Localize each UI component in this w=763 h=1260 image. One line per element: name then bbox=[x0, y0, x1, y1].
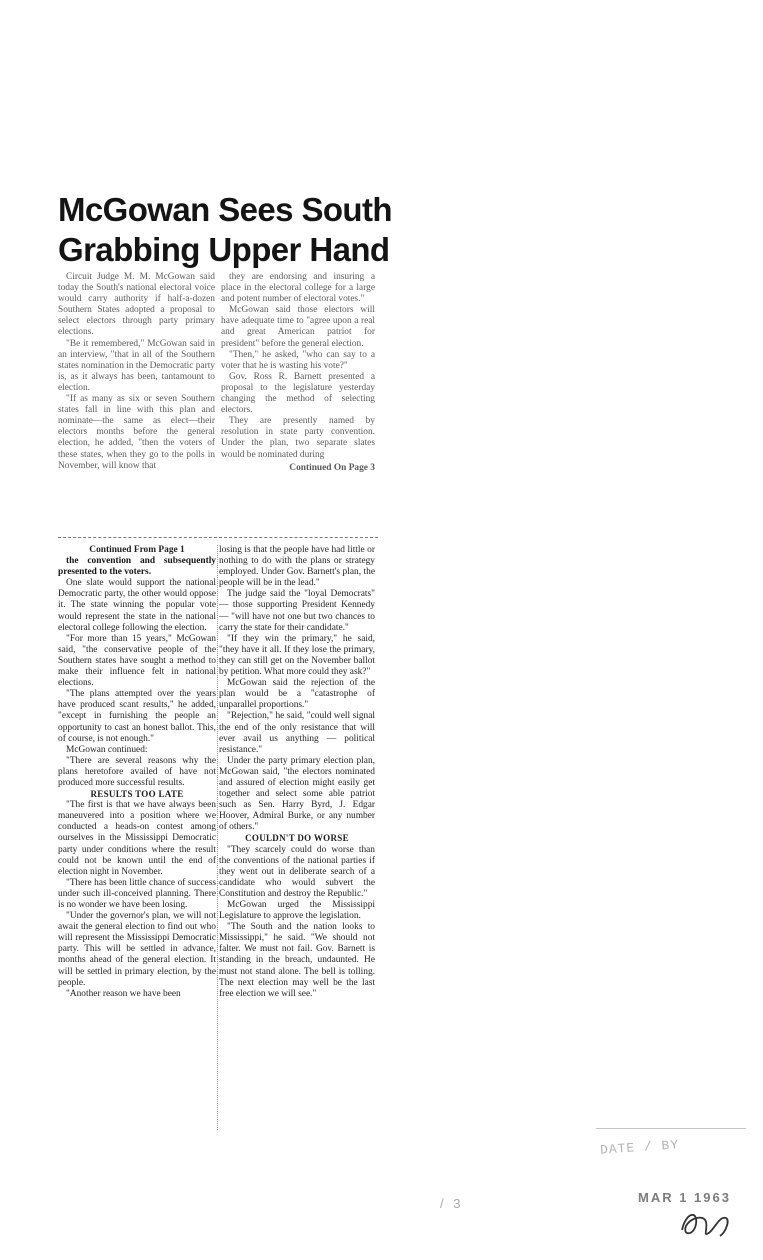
continued-from-line: Continued From Page 1 bbox=[89, 545, 185, 555]
page-mark: / 3 bbox=[440, 1196, 464, 1211]
paragraph: Circuit Judge M. M. McGowan said today the South's national electoral voice would carry authority if half-a-dozen Southern States adopted a proposal to select electors through party primary elections. bbox=[58, 272, 215, 338]
continued-on-line: Continued On Page 3 bbox=[289, 462, 375, 473]
headline bbox=[58, 190, 392, 270]
handwritten-initials-icon bbox=[676, 1192, 736, 1242]
article-column-3 bbox=[58, 545, 216, 1135]
paragraph: McGowan continued: bbox=[66, 744, 148, 755]
paragraph: "Be it remembered," McGowan said in an interview, "that in all of the Southern states nomination in the Democratic party is, as it always has been, tantamount to election. bbox=[58, 338, 215, 393]
article-column-1 bbox=[58, 272, 215, 530]
paragraph: they are endorsing and insuring a place in the electoral college for a large and potent number of electoral votes." bbox=[221, 272, 375, 305]
paragraph: "Then," he asked, "who can say to a voter that he is wasting his vote?" bbox=[221, 349, 375, 371]
column-divider bbox=[217, 545, 218, 1130]
paragraph: "There are several reasons why the plans heretofore availed of have not produced more successful results. bbox=[58, 755, 216, 788]
archive-stamp-text: DATE / BY bbox=[599, 1137, 680, 1158]
paragraph: "Under the governor's plan, we will not await the general election to find out who will represent the Mississippi Democratic party. This will be settled in advance, months ahead of the general election. It will be settled in primary election, by the people. bbox=[58, 911, 216, 988]
paragraph: "They scarcely could do worse than the conventions of the national parties if they went out in deliberate search of a candidate who would subvert the Constitution and destroy the Republic." bbox=[219, 844, 375, 899]
paragraph: the convention and subsequently presented to the voters. bbox=[58, 556, 216, 578]
paragraph: "If they win the primary," he said, "they have it all. If they lose the primary, they can still get on the November ballot by petition. What more could they ask?" bbox=[219, 633, 375, 678]
paragraph: losing is that the people have had little or nothing to do with the plans or strategy employed. Under Gov. Barnett's plan, the people will be in the lead." bbox=[219, 545, 375, 589]
paragraph: "The plans attempted over the years have produced scant results," he added, "except in furnishing the people an opportunity to cast an honest ballot. This, of course, is not enough." bbox=[58, 689, 216, 744]
paragraph: McGowan urged the Mississippi Legislature to approve the legislation. bbox=[219, 900, 375, 922]
paragraph: McGowan said those electors will have adequate time to "agree upon a real and great American patriot for president" before the general election. bbox=[221, 305, 375, 349]
headline-line-1: McGowan Sees South bbox=[58, 191, 392, 228]
article-column-2 bbox=[221, 272, 375, 530]
subheading: RESULTS TOO LATE bbox=[90, 789, 184, 800]
paragraph: They are presently named by resolution in state party convention. Under the plan, two separate slates would be nominated during bbox=[221, 416, 375, 460]
headline-line-2: Grabbing Upper Hand bbox=[58, 231, 390, 268]
paragraph: "The South and the nation looks to Mississippi," he said. "We should not falter. We must not fail. Gov. Barnett is standing in the breach, undaunted. He must not stand alone. The bell is tolling. The next election may well be the last free election we will see." bbox=[219, 922, 375, 999]
paragraph: "Another reason we have been bbox=[66, 988, 181, 999]
subheading: COULDN'T DO WORSE bbox=[245, 833, 349, 844]
paragraph: "There has been little chance of success under such ill-conceived planning. There is no wonder we have been losing. bbox=[58, 877, 216, 910]
article-column-4 bbox=[219, 545, 375, 1135]
paragraph: The judge said the "loyal Democrats" — those supporting President Kennedy — "will have not one but two chances to carry the state for their candidate." bbox=[219, 589, 375, 633]
jump-divider bbox=[58, 537, 378, 538]
paragraph: "The first is that we have always been maneuvered into a position where we conducted a heads-on contest among ourselves in the Mississippi Democratic party under conditions where the result could not be known until the end of election night in November. bbox=[58, 800, 216, 877]
paragraph: Gov. Ross R. Barnett presented a proposal to the legislature yesterday changing the method of selecting electors. bbox=[221, 371, 375, 416]
paragraph: "Rejection," he said, "could well signal the end of the only resistance that will ever avail us anything — political resistance." bbox=[219, 711, 375, 755]
paragraph: One slate would support the national Democratic party, the other would oppose it. The state winning the popular vote would represent the state in the national electoral college following the election. bbox=[58, 578, 216, 633]
paragraph: McGowan said the rejection of the plan would be a "catastrophe of unparallel proportions." bbox=[219, 678, 375, 711]
paragraph: "If as many as six or seven Southern states fall in line with this plan and nominate—the same as elect—their electors months before the general election, he added, "then the voters of these states, when they go to the polls in November, will know that bbox=[58, 394, 215, 471]
paragraph: "For more than 15 years," McGowan said, "the conservative people of the Southern states have sought a method to make their influence felt in national elections. bbox=[58, 633, 216, 689]
date-stamp: MAR 1 1963 bbox=[638, 1190, 731, 1205]
paragraph: Under the party primary election plan, McGowan said, "the electors nominated and assured of election might easily get together and select some able patriot such as Sen. Harry Byrd, J. Edgar Hoover, Admiral Burke, or any number of others." bbox=[219, 755, 375, 833]
